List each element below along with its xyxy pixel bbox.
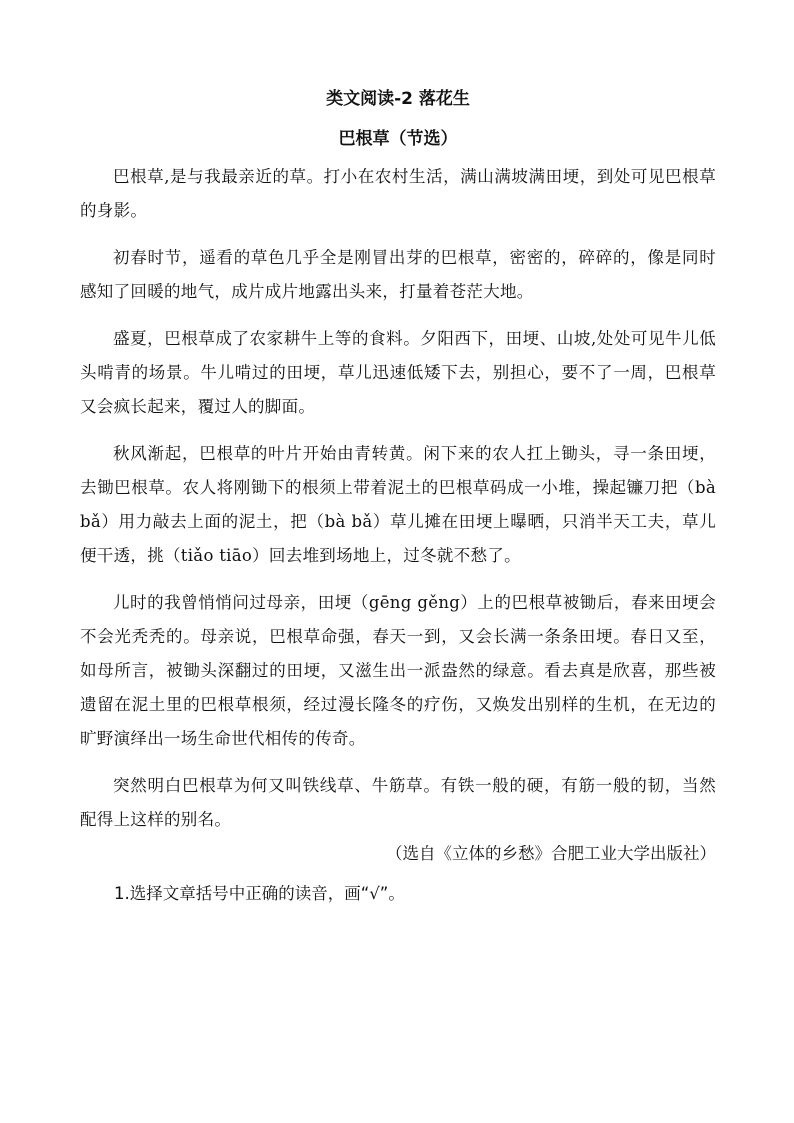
document-title: 类文阅读-2 落花生 — [326, 89, 470, 109]
article-title: 巴根草（节选） — [338, 129, 458, 149]
paragraph-2: 初春时节，遥看的草色几乎全是刚冒出芽的巴根草，密密的，碎碎的，像是同时感知了回暖的地气，成片成片地露出头来，打量着苍茫大地。 — [80, 248, 716, 301]
paragraph-5: 儿时的我曾悄悄问过母亲，田埂（gēng gěng）上的巴根草被锄后，春来田埂会不会光秃秃的。母亲说，巴根草命强，春天一到，又会长满一条条田埂。春日又至，如母所言，被锄头深翻过的田埂，又滋生出一派盎然的绿意。看去真是欣喜，那些被遗留在泥土里的巴根草根须，经过漫长隆冬的疗伤，又焕发出别样的生机，在无边的旷野演绎出一场生命世代相传的传奇。 — [80, 593, 716, 748]
paragraph-6: 突然明白巴根草为何又叫铁线草、牛筋草。有铁一般的硬，有筋一般的韧，当然配得上这样的别名。 — [80, 776, 716, 829]
paragraph-4: 秋风渐起，巴根草的叶片开始由青转黄。闲下来的农人扛上锄头，寻一条田埂，去锄巴根草。农人将刚锄下的根须上带着泥土的巴根草码成一小堆，操起镰刀把（bà bǎ）用力敲去上面的泥土，把（bà bǎ）草儿摊在田埂上曝晒，只消半天工夫，草儿便干透，挑（tiǎo tiāo）回去堆到场地上，过冬就不愁了。 — [80, 444, 716, 565]
paragraph-3: 盛夏，巴根草成了农家耕牛上等的食料。夕阳西下，田埂、山坡,处处可见牛儿低头啃青的场景。牛儿啃过的田埂，草儿迅速低矮下去，别担心，要不了一周，巴根草又会疯长起来，覆过人的脚面。 — [80, 329, 716, 416]
source-citation: （选自《立体的乡愁》合肥工业大学出版社） — [386, 844, 716, 863]
question-1: 1.选择文章括号中正确的读音，画“√”。 — [114, 884, 405, 903]
paragraph-1: 巴根草,是与我最亲近的草。打小在农村生活，满山满坡满田埂，到处可见巴根草的身影。 — [80, 167, 716, 220]
